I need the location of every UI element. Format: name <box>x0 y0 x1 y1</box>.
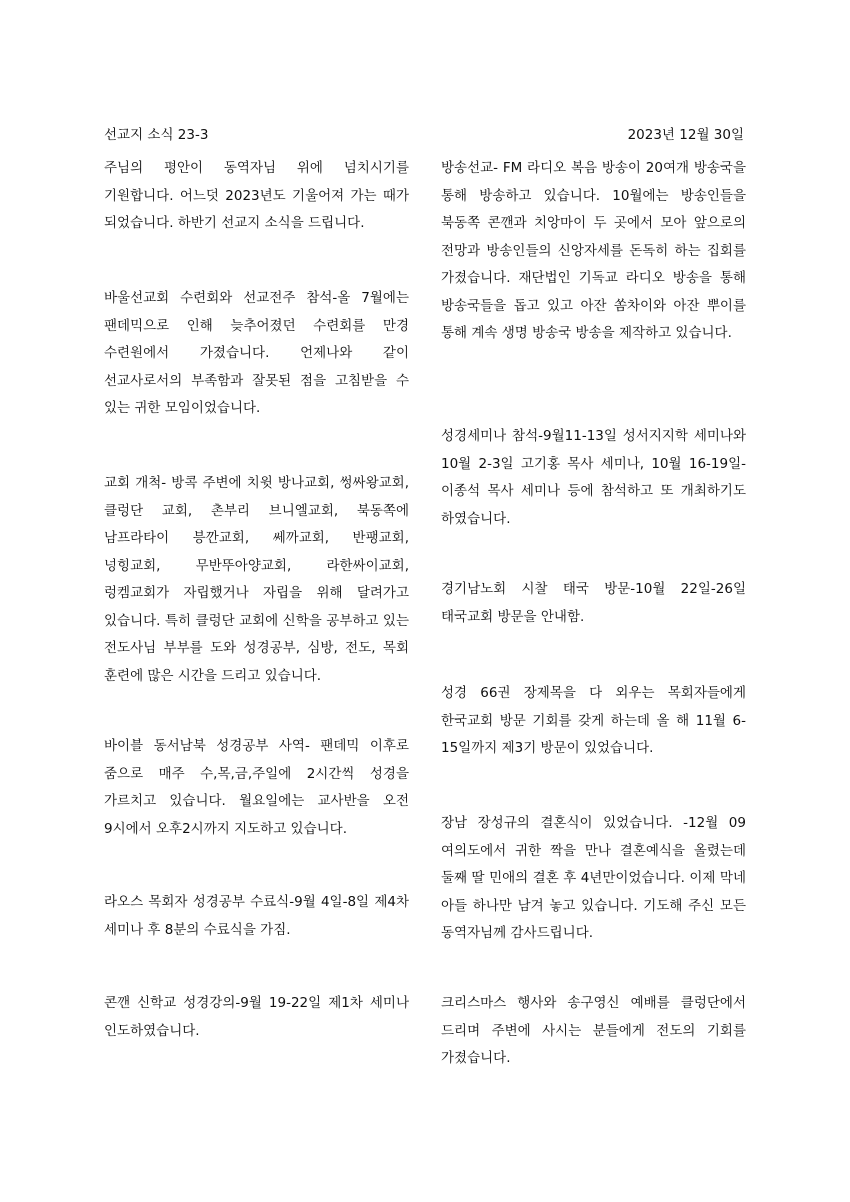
paragraph-greeting: 주님의 평안이 동역자님 위에 넘치시기를 기원합니다. 어느덧 2023년도 기울어져 가는 때가 되었습니다. 하반기 선교지 소식을 드립니다. <box>104 160 409 231</box>
paragraph-bible-study: 바이블 동서남북 성경공부 사역- 팬데믹 이후로 줌으로 매주 수,목,금,주일에 2시간씩 성경을 가르치고 있습니다. 월요일에는 교사반을 오전 9시에서 오후2시까지 지도하고 있습니다. <box>104 738 409 837</box>
paragraph-laos-graduation: 라오스 목회자 성경공부 수료식-9월 4일-8일 제4차 세미나 후 8분의 수료식을 가짐. <box>104 894 409 938</box>
paragraph-korea-visit: 성경 66권 장제목을 다 외우는 목회자들에게 한국교회 방문 기회를 갖게 하는데 올 해 11월 6-15일까지 제3기 방문이 있었습니다. <box>441 685 746 756</box>
paragraph-bible-seminar: 성경세미나 참석-9월11-13일 성서지지학 세미나와 10월 2-3일 고기홍 목사 세미나, 10월 16-19일-이종석 목사 세미나 등에 참석하고 또 개최하기도 하였습니다. <box>441 428 746 527</box>
newsletter-title: 선교지 소식 23-3 <box>104 127 209 143</box>
paragraph-son-wedding: 장남 장성규의 결혼식이 있었습니다. -12월 09 여의도에서 귀한 짝을 만나 결혼예식을 올렸는데 둘째 딸 민애의 결혼 후 4년만이었습니다. 이제 막네 아들 하나만 남겨 놓고 있습니다. 기도해 주신 모든 동역자님께 감사드립니다. <box>441 815 746 941</box>
paragraph-christmas: 크리스마스 행사와 송구영신 예배를 클렁단에서 드리며 주변에 사시는 분들에게 전도의 기회를 가졌습니다. <box>441 995 746 1066</box>
paragraph-khonkaen-seminary: 콘깬 신학교 성경강의-9월 19-22일 제1차 세미나 인도하였습니다. <box>104 995 409 1039</box>
paragraph-presbytery-visit: 경기남노회 시찰 태국 방문-10월 22일-26일 태국교회 방문을 안내함. <box>441 581 746 625</box>
paragraph-retreat: 바울선교회 수련회와 선교전주 참석-올 7월에는 팬데믹으로 인해 늦추어졌던 수련회를 만경 수련원에서 가졌습니다. 언제나와 같이 선교사로서의 부족함과 잘못된 점을 고침받을 수 있는 귀한 모임이었습니다. <box>104 290 409 416</box>
newsletter-date: 2023년 12월 30일 <box>627 127 744 143</box>
paragraph-radio-ministry: 방송선교- FM 라디오 복음 방송이 20여개 방송국을 통해 방송하고 있습니다. 10월에는 방송인들을 북동쪽 콘깬과 치앙마이 두 곳에서 모아 앞으로의 전망과 방송인들의 신앙자세를 돈독히 하는 집회를 가졌습니다. 재단법인 기독교 라디오 방송을 통해 방송국들을 돕고 있고 아잔 쏨차이와 아잔 뿌이를 통해 계속 생명 방송국 방송을 제작하고 있습니다. <box>441 160 746 341</box>
page-header <box>104 124 744 146</box>
paragraph-church-planting: 교회 개척- 방콕 주변에 치윗 방나교회, 썽싸왕교회, 클렁단 교회, 촌부리 브니엘교회, 북동쪽에 남프라타이 븡깐교회, 쎄까교회, 반팽교회, 넝힝교회, 무반뚜아양교회, 라한싸이교회, 렁켐교회가 자립했거나 자립을 위해 달려가고 있습니다. 특히 클렁단 교회에 신학을 공부하고 있는 전도사님 부부를 도와 성경공부, 심방, 전도, 목회 훈련에 많은 시간을 드리고 있습니다. <box>104 475 409 684</box>
